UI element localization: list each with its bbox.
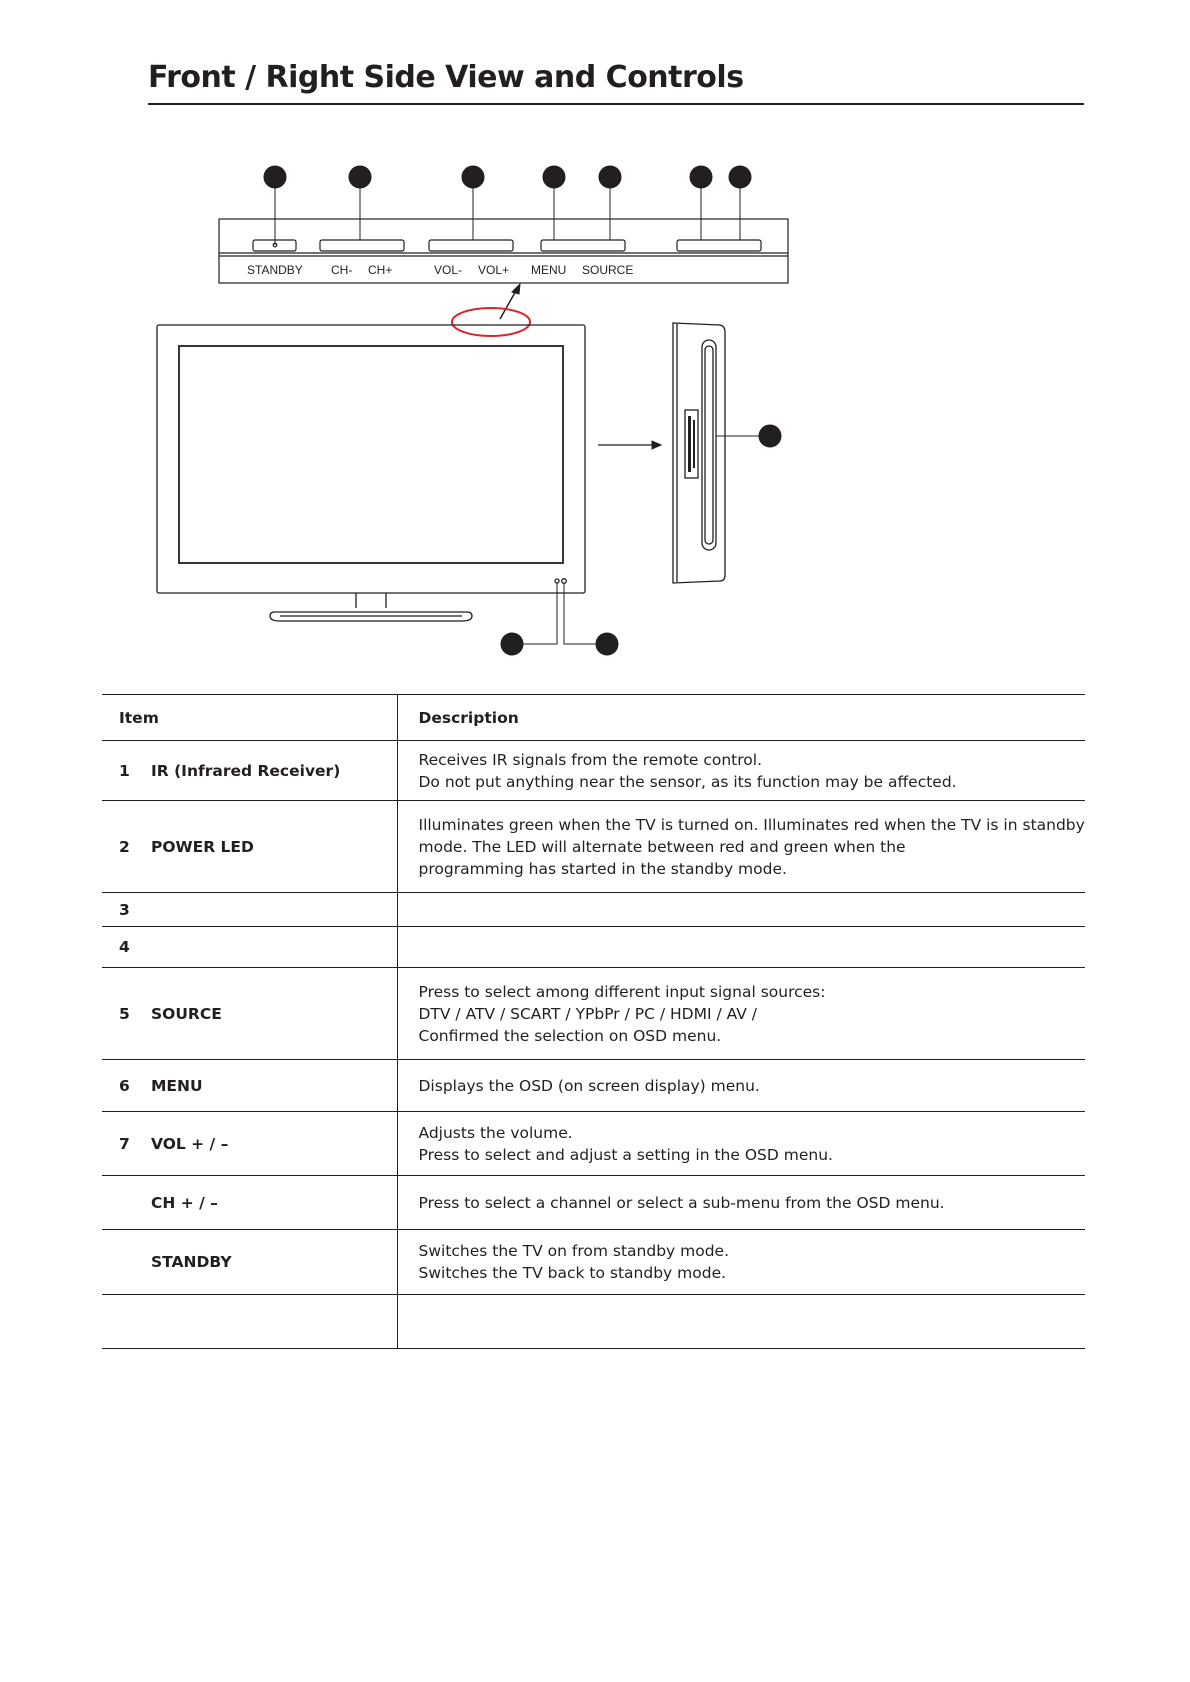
header-item: Item: [102, 695, 397, 741]
item-name: POWER LED: [151, 837, 254, 856]
callout-marker: [690, 166, 712, 188]
description-cell: [397, 893, 1085, 927]
callout-marker: [599, 166, 621, 188]
label-vol-plus: VOL+: [478, 263, 510, 277]
volume-button: [429, 240, 513, 251]
table-row: [102, 1112, 1085, 1176]
controls-table: [102, 694, 1085, 1349]
description-cell: [397, 968, 1085, 1060]
description-cell: [397, 1176, 1085, 1230]
menu-source-button: [541, 240, 625, 251]
description-cell: [397, 1295, 1085, 1349]
item-name: CH + / –: [151, 1193, 218, 1212]
description-cell: [397, 1060, 1085, 1112]
header-description: Description: [397, 695, 1085, 741]
callout-marker: [501, 633, 523, 655]
item-cell: [102, 1295, 397, 1349]
item-cell: [102, 741, 397, 801]
item-cell: [102, 1230, 397, 1295]
callout-marker: [729, 166, 751, 188]
item-number: 4: [119, 938, 130, 956]
arrow-right-icon: [652, 441, 661, 449]
description-line: Switches the TV on from standby mode.: [418, 1242, 730, 1260]
callout-marker: [349, 166, 371, 188]
panel-labels: [247, 263, 633, 277]
pointer-arrow: [500, 289, 517, 319]
description-line: Adjusts the volume.: [418, 1123, 573, 1142]
arrow-head-icon: [512, 284, 520, 294]
description-cell: [397, 741, 1085, 801]
item-cell: [102, 801, 397, 893]
tv-side-view: [673, 323, 760, 583]
callout-marker: [462, 166, 484, 188]
page-title: Front / Right Side View and Controls: [148, 60, 744, 95]
description-line: Displays the OSD (on screen display) menu.: [418, 1076, 760, 1095]
item-number: 1: [119, 761, 130, 780]
table-row: [102, 927, 1085, 968]
table-row: [102, 801, 1085, 893]
label-vol-minus: VOL-: [434, 263, 463, 277]
description-cell: [397, 801, 1085, 893]
item-number: 7: [119, 1134, 130, 1153]
item-name: MENU: [151, 1076, 203, 1095]
label-menu: MENU: [531, 263, 567, 277]
description-line: Do not put anything near the sensor, as its function may be affected.: [418, 772, 957, 791]
description-cell: [397, 927, 1085, 968]
item-cell: [102, 1112, 397, 1176]
label-ch-plus: CH+: [368, 263, 393, 277]
description-line: DTV / ATV / SCART / YPbPr / PC / HDMI / AV /: [418, 1004, 757, 1023]
extra-button: [677, 240, 761, 251]
table-header-row: [102, 695, 1085, 741]
channel-button: [320, 240, 404, 251]
item-number: 5: [119, 1004, 130, 1023]
item-cell: [102, 927, 397, 968]
description-cell: [397, 1112, 1085, 1176]
table-row: [102, 893, 1085, 927]
description-line: Press to select among different input signal sources:: [418, 982, 826, 1001]
item-cell: [102, 968, 397, 1060]
description-line: mode. The LED will alternate between red and green when the: [418, 837, 906, 856]
table-row: [102, 1176, 1085, 1230]
item-number: 2: [119, 837, 130, 856]
item-number: 3: [119, 900, 130, 919]
description-line: Switches the TV back to standby mode.: [418, 1264, 727, 1282]
table-row: [102, 741, 1085, 801]
description-line: Receives IR signals from the remote control.: [418, 750, 763, 769]
table-row: [102, 1230, 1085, 1295]
description-line: Press to select and adjust a setting in the OSD menu.: [418, 1145, 833, 1164]
description-cell: [397, 1230, 1085, 1295]
item-name: STANDBY: [151, 1253, 232, 1271]
callout-marker: [596, 633, 618, 655]
highlight-ellipse: [452, 308, 530, 336]
label-ch-minus: CH-: [331, 263, 353, 277]
callout-markers: [264, 166, 751, 245]
item-name: IR (Infrared Receiver): [151, 761, 341, 780]
item-name: VOL + / –: [151, 1134, 229, 1153]
label-source: SOURCE: [582, 263, 634, 277]
item-name: SOURCE: [151, 1004, 222, 1023]
callout-marker: [759, 425, 781, 447]
description-line: programming has started in the standby mode.: [418, 859, 787, 878]
item-cell: [102, 1060, 397, 1112]
description-line: Illuminates green when the TV is turned on. Illuminates red when the TV is in standby: [418, 815, 1085, 834]
item-number: 6: [119, 1076, 130, 1095]
label-standby: STANDBY: [247, 263, 303, 277]
power-led: [562, 579, 567, 584]
item-cell: [102, 893, 397, 927]
callout-marker: [543, 166, 565, 188]
item-cell: [102, 1176, 397, 1230]
tv-screen: [179, 346, 563, 563]
tv-front: [157, 325, 598, 644]
table-row: [102, 1060, 1085, 1112]
tv-diagram: [0, 0, 1190, 680]
description-line: Confirmed the selection on OSD menu.: [418, 1026, 722, 1045]
ir-receiver: [555, 579, 559, 583]
table-row: [102, 968, 1085, 1060]
table-row: [102, 1295, 1085, 1349]
description-line: Press to select a channel or select a sub-menu from the OSD menu.: [418, 1193, 945, 1212]
callout-marker: [264, 166, 286, 188]
